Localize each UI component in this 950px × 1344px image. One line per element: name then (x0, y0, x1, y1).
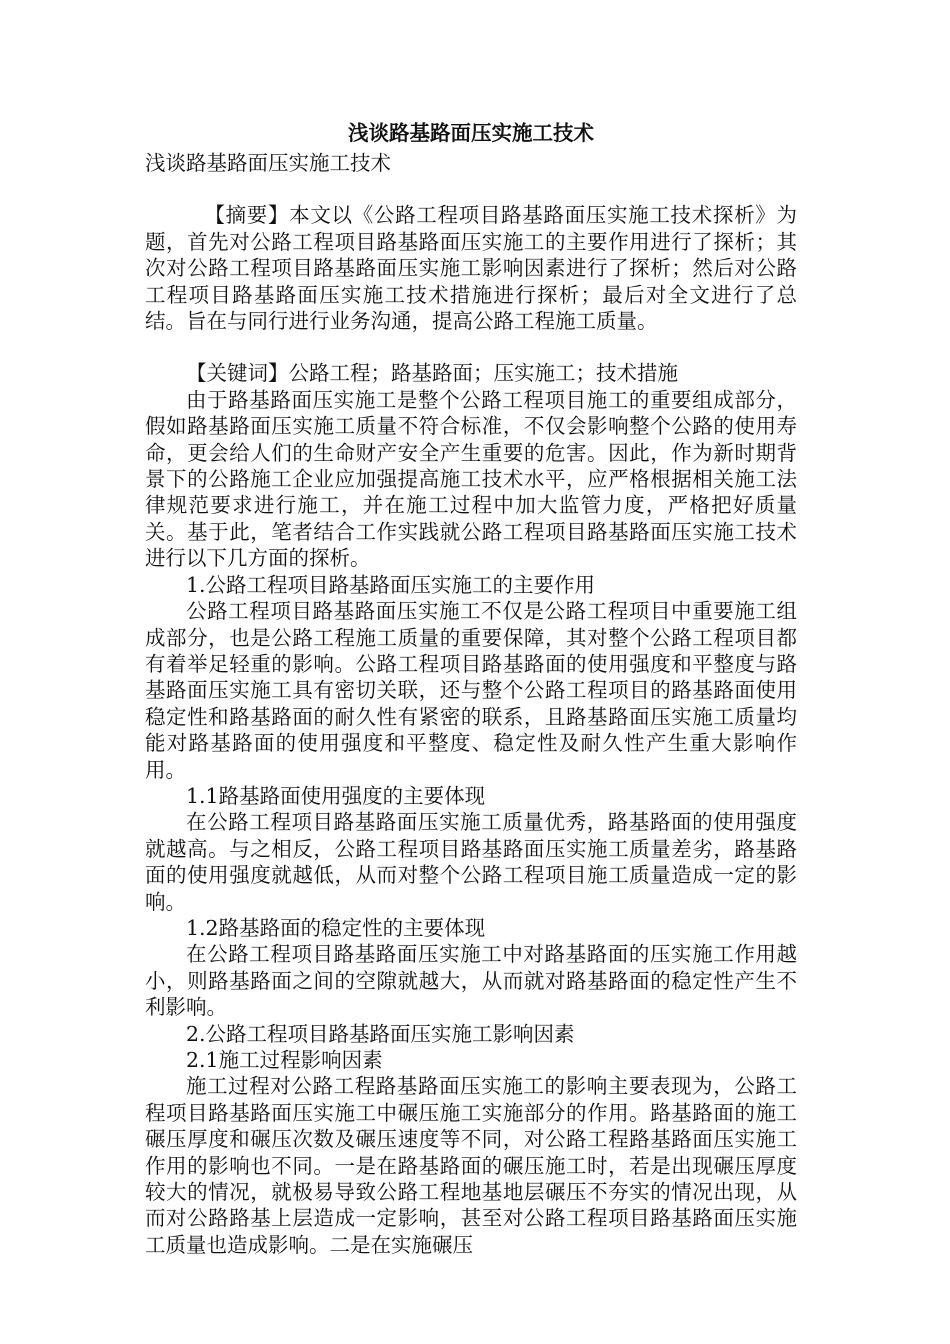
document-title: 浅谈路基路面压实施工技术 (348, 121, 594, 145)
section-heading-1: 1.公路工程项目路基路面压实施工的主要作用 (186, 572, 596, 597)
section-heading-1-2: 1.2路基路面的稳定性的主要体现 (186, 915, 486, 940)
section-heading-1-1: 1.1路基路面使用强度的主要体现 (186, 783, 486, 808)
keywords-line: 【关键词】公路工程；路基路面；压实施工；技术措施 (186, 361, 678, 386)
section-1-paragraph: 公路工程项目路基路面压实施工不仅是公路工程项目中重要施工组成部分，也是公路工程施工质量的重要保障，其对整个公路工程项目都有着举足轻重的影响。公路工程项目路基路面的使用强度和平整度与路基路面压实施工具有密切关联，还与整个公路工程项目的路基路面使用稳定性和路基路面的耐久性有紧密的联系，且路基路面压实施工质量均能对路基路面的使用强度和平整度、稳定性及耐久性产生重大影响作用。 (145, 599, 797, 782)
section-2-1-paragraph: 施工过程对公路工程路基路面压实施工的影响主要表现为，公路工程项目路基路面压实施工中碾压施工实施部分的作用。路基路面的施工碾压厚度和碾压次数及碾压速度等不同，对公路工程路基路面压实施工作用的影响也不同。一是在路基路面的碾压施工时，若是出现碾压厚度较大的情况，就极易导致公路工程地基地层碾压不夯实的情况出现，从而对公路路基上层造成一定影响，甚至对公路工程项目路基路面压实施工质量也造成影响。二是在实施碾压 (145, 1074, 797, 1257)
section-1-1-paragraph: 在公路工程项目路基路面压实施工质量优秀，路基路面的使用强度就越高。与之相反，公路工程项目路基路面压实施工质量差劣，路基路面的使用强度就越低，从而对整个公路工程项目施工质量造成一定的影响。 (145, 810, 797, 914)
section-heading-2: 2.公路工程项目路基路面压实施工影响因素 (186, 1021, 575, 1046)
intro-paragraph: 由于路基路面压实施工是整个公路工程项目施工的重要组成部分，假如路基路面压实施工质量不符合标准，不仅会影响整个公路的使用寿命，更会给人们的生命财产安全产生重要的危害。因此，作为新时期背景下的公路施工企业应加强提高施工技术水平，应严格根据相关施工法律规范要求进行施工，并在施工过程中加大监管力度，严格把好质量关。基于此，笔者结合工作实践就公路工程项目路基路面压实施工技术进行以下几方面的探析。 (145, 387, 797, 571)
section-1-2-paragraph: 在公路工程项目路基路面压实施工中对路基路面的压实施工作用越小，则路基路面之间的空隙就越大，从而就对路基路面的稳定性产生不利影响。 (145, 942, 797, 1020)
abstract-paragraph: 【摘要】本文以《公路工程项目路基路面压实施工技术探析》为题，首先对公路工程项目路基路面压实施工的主要作用进行了探析；其次对公路工程项目路基路面压实施工影响因素进行了探析；然后对公路工程项目路基路面压实施工技术措施进行探析；最后对全文进行了总结。旨在与同行进行业务沟通，提高公路工程施工质量。 (145, 203, 797, 334)
section-heading-2-1: 2.1施工过程影响因素 (186, 1048, 383, 1072)
document-page (145, 120, 797, 1258)
document-subtitle: 浅谈路基路面压实施工技术 (145, 151, 391, 175)
